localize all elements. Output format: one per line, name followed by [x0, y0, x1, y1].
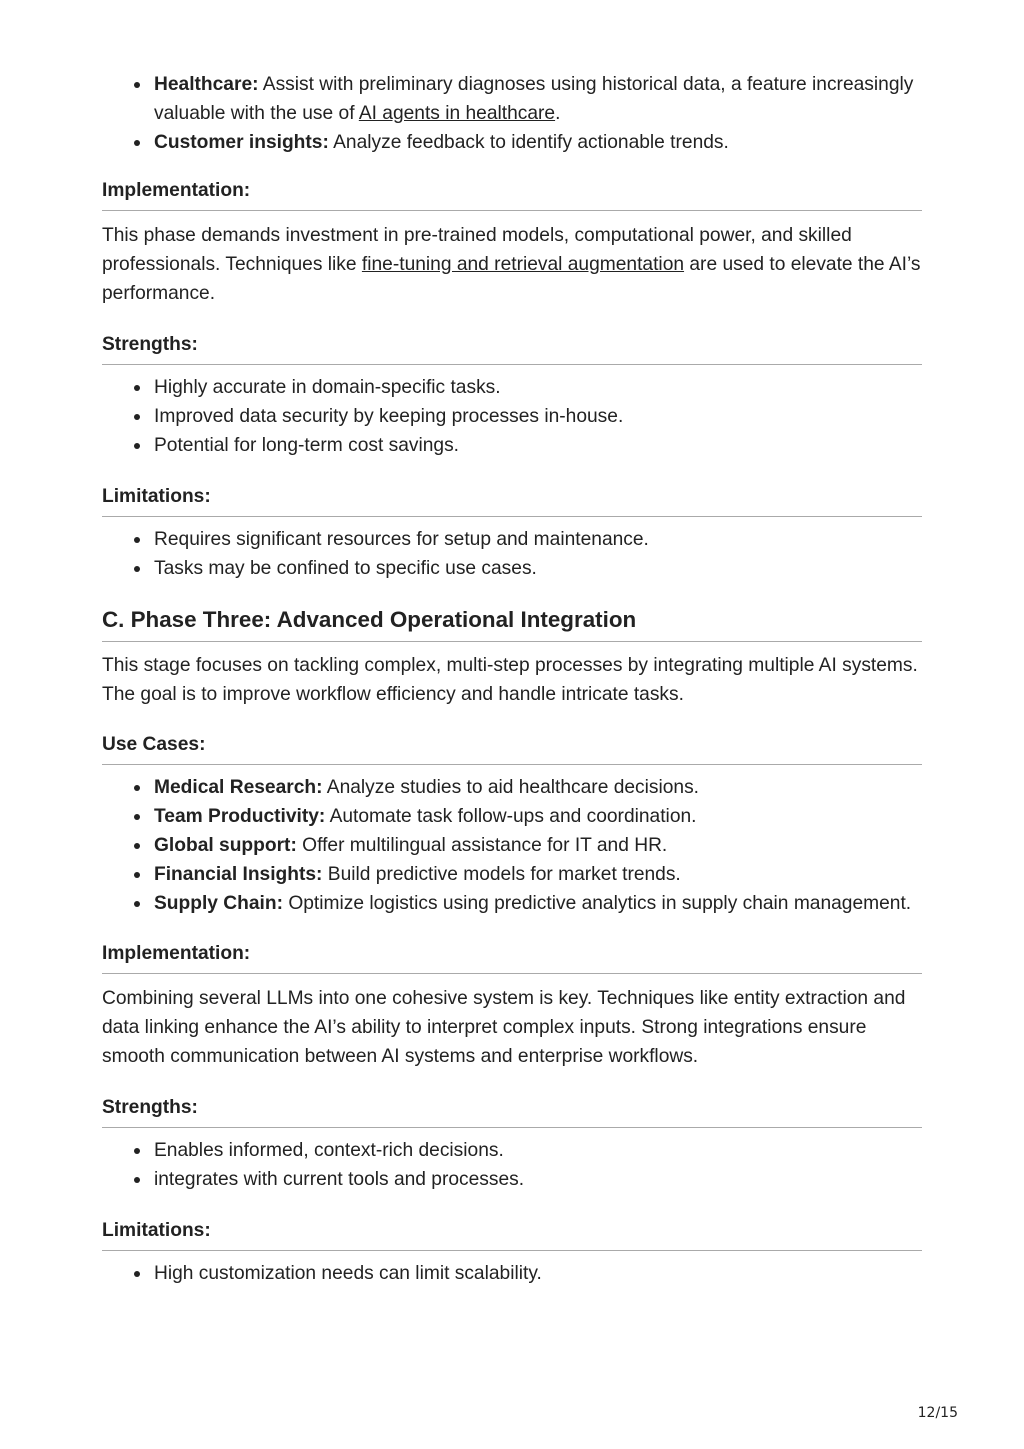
limitations-heading: Limitations: [102, 484, 922, 517]
list-item [154, 70, 922, 128]
list-item [154, 831, 922, 860]
list-item-label: Team Productivity: [154, 806, 326, 827]
list-item-label: Customer insights: [154, 132, 329, 153]
list-item: Highly accurate in domain-specific tasks. [154, 373, 922, 402]
list-item-label: Medical Research: [154, 777, 323, 798]
limitations-list [102, 1259, 922, 1288]
list-item-text: Analyze studies to aid healthcare decisions. [322, 777, 700, 798]
list-item-label: Financial Insights: [154, 864, 323, 885]
list-item-text: Optimize logistics using predictive analytics in supply chain management. [282, 893, 912, 914]
list-item-text: Offer multilingual assistance for IT and HR. [296, 835, 668, 856]
list-item [154, 128, 922, 157]
list-item: Improved data security by keeping processes in-house. [154, 402, 922, 431]
page-number: 12/15 [917, 1405, 958, 1421]
list-item: Requires significant resources for setup and maintenance. [154, 525, 922, 554]
list-item: Tasks may be confined to specific use cases. [154, 554, 922, 583]
list-item: integrates with current tools and processes. [154, 1165, 922, 1194]
strengths-heading: Strengths: [102, 332, 922, 365]
list-item [154, 860, 922, 889]
ai-agents-healthcare-link[interactable]: AI agents in healthcare [358, 103, 556, 124]
strengths-list [102, 1136, 922, 1194]
strengths-heading: Strengths: [102, 1095, 922, 1128]
fine-tuning-link[interactable]: fine-tuning and retrieval augmentation [361, 254, 685, 275]
implementation-heading: Implementation: [102, 178, 922, 211]
list-item [154, 889, 922, 918]
list-item-text: Analyze feedback to identify actionable trends. [328, 132, 729, 153]
list-item: Enables informed, context-rich decisions. [154, 1136, 922, 1165]
phase-three-heading: C. Phase Three: Advanced Operational Integration [102, 606, 922, 642]
list-item-text: Build predictive models for market trends. [322, 864, 681, 885]
list-item-text: Automate task follow-ups and coordination. [325, 806, 697, 827]
implementation-paragraph [102, 221, 922, 308]
paragraph-text: This phase demands investment in pre-trained models, computational power, and skilled professionals. Techniques like [102, 225, 852, 275]
use-cases-heading: Use Cases: [102, 732, 922, 765]
list-item-label: Healthcare: [154, 74, 259, 95]
list-item: High customization needs can limit scalability. [154, 1259, 922, 1288]
phase-three-intro: This stage focuses on tackling complex, multi-step processes by integrating multiple AI systems. The goal is to improve workflow efficiency and handle intricate tasks. [102, 655, 918, 705]
list-item [154, 802, 922, 831]
list-item: Potential for long-term cost savings. [154, 431, 922, 460]
implementation-heading: Implementation: [102, 941, 922, 974]
list-item-text: Assist with preliminary diagnoses using historical data, a feature increasingly valuable with the use of [154, 74, 914, 124]
limitations-list [102, 525, 922, 583]
list-item [154, 773, 922, 802]
list-item-label: Global support: [154, 835, 297, 856]
list-item-label: Supply Chain: [154, 893, 283, 914]
phase-two-use-case-list [102, 70, 922, 157]
paragraph-text: are used to elevate the AI’s performance. [102, 254, 921, 304]
list-item-text: . [555, 103, 561, 124]
limitations-heading: Limitations: [102, 1218, 922, 1251]
strengths-list [102, 373, 922, 460]
implementation-paragraph: Combining several LLMs into one cohesive system is key. Techniques like entity extraction and data linking enhance the AI’s ability to interpret complex inputs. Strong integrations ensure smooth communication between AI systems and enterprise workflows. [102, 988, 906, 1067]
use-cases-list [102, 773, 922, 918]
document-page [102, 70, 922, 1288]
